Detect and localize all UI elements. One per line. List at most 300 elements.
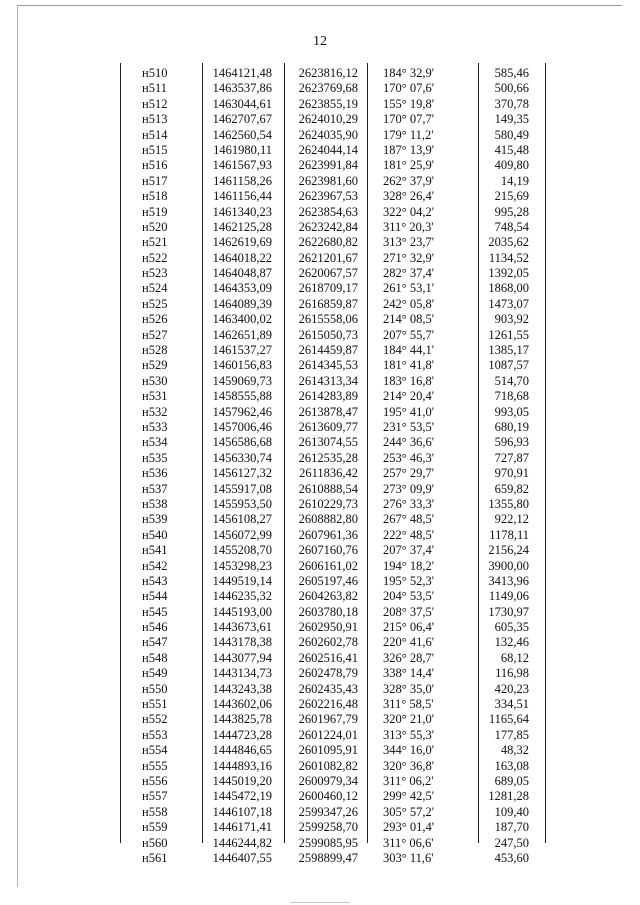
point-id-cell: н514 — [142, 127, 168, 142]
bearing-cell: 170° 07,7' — [383, 112, 435, 127]
distance-cell: 1134,52 — [488, 250, 529, 265]
x-coordinate-cell: 1464121,48 — [212, 66, 272, 80]
x-coordinate-cell: 1457962,46 — [212, 404, 272, 419]
bearing-cell: 194° 18,2' — [383, 558, 435, 573]
y-coordinate-cell: 2623991,84 — [298, 158, 358, 173]
distance-cell: 109,40 — [494, 804, 529, 819]
distance-cell: 1868,00 — [488, 281, 529, 296]
bearing-cell: 344° 16,0' — [383, 743, 435, 758]
bearing-cell: 311° 06,2' — [383, 773, 434, 788]
bearing-cell: 276° 33,3' — [383, 496, 435, 511]
coordinates-table — [120, 63, 546, 865]
point-id-cell: н535 — [142, 450, 168, 465]
distance-cell: 922,12 — [494, 512, 529, 527]
distance-cell: 1473,07 — [488, 296, 529, 311]
distance-cell: 596,93 — [494, 435, 529, 450]
distance-cell: 993,05 — [494, 404, 529, 419]
x-coordinate-cell: 1462560,54 — [212, 127, 272, 142]
table-row — [120, 620, 546, 635]
y-coordinate-cell: 2607961,36 — [298, 527, 358, 542]
page-number: 12 — [313, 34, 327, 49]
x-coordinate-cell: 1449519,14 — [212, 573, 272, 588]
y-coordinate-cell: 2623854,63 — [298, 204, 358, 219]
bearing-cell: 271° 32,9' — [383, 250, 435, 265]
table-row — [120, 789, 546, 804]
point-id-cell: н556 — [142, 773, 168, 788]
table-row — [120, 759, 546, 774]
table-row — [120, 358, 546, 373]
bearing-cell: 328° 26,4' — [383, 189, 435, 204]
y-coordinate-cell: 2602478,79 — [298, 666, 358, 681]
table-row — [120, 635, 546, 650]
point-id-cell: н517 — [142, 173, 168, 188]
y-coordinate-cell: 2614459,87 — [298, 343, 358, 358]
point-id-cell: н530 — [142, 373, 168, 388]
x-coordinate-cell: 1443178,38 — [212, 635, 272, 650]
y-coordinate-cell: 2620067,57 — [298, 266, 358, 281]
y-coordinate-cell: 2599258,70 — [298, 820, 358, 835]
distance-cell: 453,60 — [494, 850, 529, 865]
bearing-cell: 207° 37,4' — [383, 543, 435, 558]
table-body — [120, 66, 546, 866]
x-coordinate-cell: 1443134,73 — [212, 666, 272, 681]
bearing-cell: 262° 37,9' — [383, 173, 435, 188]
bearing-cell: 326° 28,7' — [383, 650, 435, 665]
point-id-cell: н519 — [142, 204, 168, 219]
y-coordinate-cell: 2624035,90 — [298, 127, 358, 142]
x-coordinate-cell: 1445019,20 — [212, 773, 272, 788]
table-row — [120, 651, 546, 666]
point-id-cell: н527 — [142, 327, 168, 342]
bearing-cell: 187° 13,9' — [383, 142, 435, 157]
point-id-cell: н555 — [142, 758, 168, 773]
y-coordinate-cell: 2612535,28 — [298, 450, 358, 465]
point-id-cell: н547 — [142, 635, 168, 650]
scan-border-left — [17, 5, 18, 887]
distance-cell: 500,66 — [494, 81, 529, 96]
x-coordinate-cell: 1456330,74 — [212, 450, 272, 465]
x-coordinate-cell: 1443602,06 — [212, 697, 272, 712]
distance-cell: 585,46 — [494, 66, 529, 80]
distance-cell: 1261,55 — [488, 327, 529, 342]
bearing-cell: 320° 21,0' — [383, 712, 435, 727]
x-coordinate-cell: 1444846,65 — [212, 743, 272, 758]
table-row — [120, 266, 546, 281]
bearing-cell: 183° 16,8' — [383, 373, 435, 388]
bearing-cell: 184° 44,1' — [383, 343, 435, 358]
table-row — [120, 574, 546, 589]
bearing-cell: 338° 14,4' — [383, 666, 435, 681]
distance-cell: 116,98 — [495, 666, 529, 681]
point-id-cell: н541 — [142, 543, 168, 558]
table-row — [120, 743, 546, 758]
y-coordinate-cell: 2610888,54 — [298, 481, 358, 496]
bearing-cell: 303° 11,6' — [383, 850, 434, 865]
distance-cell: 2035,62 — [488, 235, 529, 250]
table-row — [120, 251, 546, 266]
point-id-cell: н524 — [142, 281, 168, 296]
table-row — [120, 328, 546, 343]
distance-cell: 3900,00 — [488, 558, 529, 573]
bearing-cell: 195° 52,3' — [383, 573, 435, 588]
x-coordinate-cell: 1455917,08 — [212, 481, 272, 496]
point-id-cell: н544 — [142, 589, 168, 604]
point-id-cell: н554 — [142, 743, 168, 758]
y-coordinate-cell: 2618709,17 — [298, 281, 358, 296]
x-coordinate-cell: 1456586,68 — [212, 435, 272, 450]
distance-cell: 580,49 — [494, 127, 529, 142]
point-id-cell: н522 — [142, 250, 168, 265]
x-coordinate-cell: 1461537,27 — [212, 343, 272, 358]
bearing-cell: 195° 41,0' — [383, 404, 435, 419]
table-row — [120, 805, 546, 820]
y-coordinate-cell: 2602602,78 — [298, 635, 358, 650]
y-coordinate-cell: 2611836,42 — [299, 466, 358, 481]
distance-cell: 1730,97 — [488, 604, 529, 619]
x-coordinate-cell: 1461156,44 — [213, 189, 272, 204]
table-row — [120, 482, 546, 497]
x-coordinate-cell: 1458555,88 — [212, 389, 272, 404]
y-coordinate-cell: 2613878,47 — [298, 404, 358, 419]
x-coordinate-cell: 1456108,27 — [212, 512, 272, 527]
x-coordinate-cell: 1461980,11 — [213, 142, 272, 157]
x-coordinate-cell: 1443825,78 — [212, 712, 272, 727]
bearing-cell: 305° 57,2' — [383, 804, 435, 819]
point-id-cell: н534 — [142, 435, 168, 450]
table-row — [120, 589, 546, 604]
bearing-cell: 313° 55,3' — [383, 727, 435, 742]
bearing-cell: 261° 53,1' — [383, 281, 435, 296]
y-coordinate-cell: 2614283,89 — [298, 389, 358, 404]
x-coordinate-cell: 1443243,38 — [212, 681, 272, 696]
y-coordinate-cell: 2606161,02 — [298, 558, 358, 573]
bearing-cell: 170° 07,6' — [383, 81, 435, 96]
bearing-cell: 207° 55,7' — [383, 327, 435, 342]
point-id-cell: н511 — [142, 81, 167, 96]
bearing-cell: 311° 20,3' — [383, 219, 434, 234]
distance-cell: 1178,11 — [489, 527, 529, 542]
bearing-cell: 179° 11,2' — [383, 127, 434, 142]
point-id-cell: н538 — [142, 496, 168, 511]
point-id-cell: н523 — [142, 266, 168, 281]
table-row — [120, 205, 546, 220]
table-row — [120, 81, 546, 96]
point-id-cell: н553 — [142, 727, 168, 742]
table-row — [120, 97, 546, 112]
bearing-cell: 214° 20,4' — [383, 389, 435, 404]
x-coordinate-cell: 1462651,89 — [212, 327, 272, 342]
x-coordinate-cell: 1455953,50 — [212, 496, 272, 511]
x-coordinate-cell: 1462125,28 — [212, 219, 272, 234]
point-id-cell: н510 — [142, 66, 168, 80]
y-coordinate-cell: 2608882,80 — [298, 512, 358, 527]
distance-cell: 680,19 — [494, 419, 529, 434]
x-coordinate-cell: 1462619,69 — [212, 235, 272, 250]
distance-cell: 177,85 — [494, 727, 529, 742]
point-id-cell: н513 — [142, 112, 168, 127]
x-coordinate-cell: 1464018,22 — [212, 250, 272, 265]
x-coordinate-cell: 1463400,02 — [212, 312, 272, 327]
distance-cell: 1385,17 — [488, 343, 529, 358]
point-id-cell: н539 — [142, 512, 168, 527]
y-coordinate-cell: 2613609,77 — [298, 419, 358, 434]
table-row — [120, 143, 546, 158]
table-row — [120, 389, 546, 404]
x-coordinate-cell: 1464048,87 — [212, 266, 272, 281]
point-id-cell: н549 — [142, 666, 168, 681]
y-coordinate-cell: 2616859,87 — [298, 296, 358, 311]
x-coordinate-cell: 1463044,61 — [212, 96, 272, 111]
point-id-cell: н540 — [142, 527, 168, 542]
y-coordinate-cell: 2622680,82 — [298, 235, 358, 250]
table-row — [120, 466, 546, 481]
x-coordinate-cell: 1464353,09 — [212, 281, 272, 296]
distance-cell: 970,91 — [494, 466, 529, 481]
table-row — [120, 820, 546, 835]
x-coordinate-cell: 1446244,82 — [212, 835, 272, 850]
point-id-cell: н512 — [142, 96, 168, 111]
distance-cell: 727,87 — [494, 450, 529, 465]
point-id-cell: н552 — [142, 712, 168, 727]
table-row — [120, 343, 546, 358]
table-row — [120, 297, 546, 312]
point-id-cell: н558 — [142, 804, 168, 819]
bearing-cell: 242° 05,8' — [383, 296, 435, 311]
y-coordinate-cell: 2602435,43 — [298, 681, 358, 696]
table-row — [120, 189, 546, 204]
table-row — [120, 528, 546, 543]
y-coordinate-cell: 2599085,95 — [298, 835, 358, 850]
x-coordinate-cell: 1453298,23 — [212, 558, 272, 573]
x-coordinate-cell: 1456072,99 — [212, 527, 272, 542]
table-row — [120, 697, 546, 712]
y-coordinate-cell: 2602950,91 — [298, 620, 358, 635]
table-row — [120, 128, 546, 143]
bearing-cell: 184° 32,9' — [383, 66, 435, 80]
y-coordinate-cell: 2615050,73 — [298, 327, 358, 342]
bearing-cell: 181° 41,8' — [383, 358, 435, 373]
point-id-cell: н560 — [142, 835, 168, 850]
bearing-cell: 257° 29,7' — [383, 466, 435, 481]
distance-cell: 14,19 — [500, 173, 529, 188]
table-row — [120, 605, 546, 620]
table-row — [120, 836, 546, 851]
y-coordinate-cell: 2601224,01 — [298, 727, 358, 742]
table-row — [120, 728, 546, 743]
table-row — [120, 235, 546, 250]
table-row — [120, 435, 546, 450]
point-id-cell: н543 — [142, 573, 168, 588]
y-coordinate-cell: 2604263,82 — [298, 589, 358, 604]
bearing-cell: 299° 42,5' — [383, 789, 435, 804]
x-coordinate-cell: 1446107,18 — [212, 804, 272, 819]
distance-cell: 3413,96 — [488, 573, 529, 588]
bearing-cell: 311° 06,6' — [383, 835, 434, 850]
bearing-cell: 215° 06,4' — [383, 620, 435, 635]
y-coordinate-cell: 2621201,67 — [298, 250, 358, 265]
point-id-cell: н518 — [142, 189, 168, 204]
distance-cell: 718,68 — [494, 389, 529, 404]
x-coordinate-cell: 1446171,41 — [212, 820, 272, 835]
table-row — [120, 220, 546, 235]
point-id-cell: н536 — [142, 466, 168, 481]
bearing-cell: 155° 19,8' — [383, 96, 435, 111]
x-coordinate-cell: 1459069,73 — [212, 373, 272, 388]
bearing-cell: 231° 53,5' — [383, 419, 435, 434]
y-coordinate-cell: 2614313,34 — [298, 373, 358, 388]
bearing-cell: 244° 36,6' — [383, 435, 435, 450]
bearing-cell: 293° 01,4' — [383, 820, 435, 835]
distance-cell: 68,12 — [500, 650, 529, 665]
bearing-cell: 282° 37,4' — [383, 266, 435, 281]
scan-border-bottom — [290, 902, 350, 903]
point-id-cell: н528 — [142, 343, 168, 358]
point-id-cell: н537 — [142, 481, 168, 496]
table-row — [120, 312, 546, 327]
y-coordinate-cell: 2600979,34 — [298, 773, 358, 788]
table-row — [120, 158, 546, 173]
x-coordinate-cell: 1455208,70 — [212, 543, 272, 558]
distance-cell: 1165,64 — [488, 712, 529, 727]
distance-cell: 247,50 — [494, 835, 529, 850]
table-row — [120, 281, 546, 296]
distance-cell: 1087,57 — [488, 358, 529, 373]
y-coordinate-cell: 2624010,29 — [298, 112, 358, 127]
distance-cell: 2156,24 — [488, 543, 529, 558]
distance-cell: 187,70 — [494, 820, 529, 835]
distance-cell: 334,51 — [494, 697, 529, 712]
x-coordinate-cell: 1444893,16 — [212, 758, 272, 773]
table-row — [120, 559, 546, 574]
distance-cell: 1392,05 — [488, 266, 529, 281]
bearing-cell: 313° 23,7' — [383, 235, 435, 250]
x-coordinate-cell: 1444723,28 — [212, 727, 272, 742]
bearing-cell: 311° 58,5' — [383, 697, 434, 712]
y-coordinate-cell: 2599347,26 — [298, 804, 358, 819]
x-coordinate-cell: 1443077,94 — [212, 650, 272, 665]
bearing-cell: 253° 46,3' — [383, 450, 435, 465]
point-id-cell: н533 — [142, 419, 168, 434]
point-id-cell: н516 — [142, 158, 168, 173]
distance-cell: 409,80 — [494, 158, 529, 173]
distance-cell: 514,70 — [494, 373, 529, 388]
point-id-cell: н557 — [142, 789, 168, 804]
distance-cell: 370,78 — [494, 96, 529, 111]
point-id-cell: н551 — [142, 697, 168, 712]
x-coordinate-cell: 1462707,67 — [212, 112, 272, 127]
distance-cell: 689,05 — [494, 773, 529, 788]
table-row — [120, 174, 546, 189]
x-coordinate-cell: 1461567,93 — [212, 158, 272, 173]
table-row — [120, 405, 546, 420]
y-coordinate-cell: 2623855,19 — [298, 96, 358, 111]
y-coordinate-cell: 2623816,12 — [298, 66, 358, 80]
y-coordinate-cell: 2623967,53 — [298, 189, 358, 204]
bearing-cell: 214° 08,5' — [383, 312, 435, 327]
point-id-cell: н545 — [142, 604, 168, 619]
distance-cell: 1281,28 — [488, 789, 529, 804]
x-coordinate-cell: 1446235,32 — [212, 589, 272, 604]
x-coordinate-cell: 1456127,32 — [212, 466, 272, 481]
distance-cell: 163,08 — [494, 758, 529, 773]
table-row — [120, 66, 546, 81]
table-row — [120, 712, 546, 727]
y-coordinate-cell: 2600460,12 — [298, 789, 358, 804]
point-id-cell: н532 — [142, 404, 168, 419]
y-coordinate-cell: 2615558,06 — [298, 312, 358, 327]
point-id-cell: н515 — [142, 142, 168, 157]
bearing-cell: 204° 53,5' — [383, 589, 435, 604]
y-coordinate-cell: 2614345,53 — [298, 358, 358, 373]
table-row — [120, 543, 546, 558]
point-id-cell: н531 — [142, 389, 168, 404]
table-row — [120, 666, 546, 681]
point-id-cell: н550 — [142, 681, 168, 696]
distance-cell: 903,92 — [494, 312, 529, 327]
x-coordinate-cell: 1445193,00 — [212, 604, 272, 619]
point-id-cell: н546 — [142, 620, 168, 635]
x-coordinate-cell: 1446407,55 — [212, 850, 272, 865]
table-row — [120, 682, 546, 697]
y-coordinate-cell: 2605197,46 — [298, 573, 358, 588]
distance-cell: 1149,06 — [488, 589, 529, 604]
bearing-cell: 273° 09,9' — [383, 481, 435, 496]
point-id-cell: н548 — [142, 650, 168, 665]
x-coordinate-cell: 1445472,19 — [212, 789, 272, 804]
x-coordinate-cell: 1457006,46 — [212, 419, 272, 434]
table-row — [120, 451, 546, 466]
y-coordinate-cell: 2610229,73 — [298, 496, 358, 511]
bearing-cell: 322° 04,2' — [383, 204, 435, 219]
y-coordinate-cell: 2607160,76 — [298, 543, 358, 558]
x-coordinate-cell: 1460156,83 — [212, 358, 272, 373]
distance-cell: 420,23 — [494, 681, 529, 696]
distance-cell: 415,48 — [494, 142, 529, 157]
y-coordinate-cell: 2613074,55 — [298, 435, 358, 450]
y-coordinate-cell: 2601082,82 — [298, 758, 358, 773]
point-id-cell: н521 — [142, 235, 168, 250]
point-id-cell: н542 — [142, 558, 168, 573]
table-row — [120, 851, 546, 866]
x-coordinate-cell: 1464089,39 — [212, 296, 272, 311]
table-row — [120, 112, 546, 127]
bearing-cell: 220° 41,6' — [383, 635, 435, 650]
bearing-cell: 208° 37,5' — [383, 604, 435, 619]
y-coordinate-cell: 2602216,48 — [298, 697, 358, 712]
x-coordinate-cell: 1463537,86 — [212, 81, 272, 96]
scan-border-top — [18, 5, 622, 6]
x-coordinate-cell: 1443673,61 — [212, 620, 272, 635]
distance-cell: 132,46 — [494, 635, 529, 650]
point-id-cell: н526 — [142, 312, 168, 327]
bearing-cell: 328° 35,0' — [383, 681, 435, 696]
table-row — [120, 774, 546, 789]
distance-cell: 149,35 — [494, 112, 529, 127]
y-coordinate-cell: 2623242,84 — [298, 219, 358, 234]
y-coordinate-cell: 2602516,41 — [298, 650, 358, 665]
table-row — [120, 512, 546, 527]
distance-cell: 748,54 — [494, 219, 529, 234]
table-row — [120, 420, 546, 435]
bearing-cell: 267° 48,5' — [383, 512, 435, 527]
y-coordinate-cell: 2603780,18 — [298, 604, 358, 619]
y-coordinate-cell: 2601095,91 — [298, 743, 358, 758]
point-id-cell: н525 — [142, 296, 168, 311]
table-row — [120, 497, 546, 512]
y-coordinate-cell: 2601967,79 — [298, 712, 358, 727]
y-coordinate-cell: 2598899,47 — [298, 850, 358, 865]
table-row — [120, 374, 546, 389]
